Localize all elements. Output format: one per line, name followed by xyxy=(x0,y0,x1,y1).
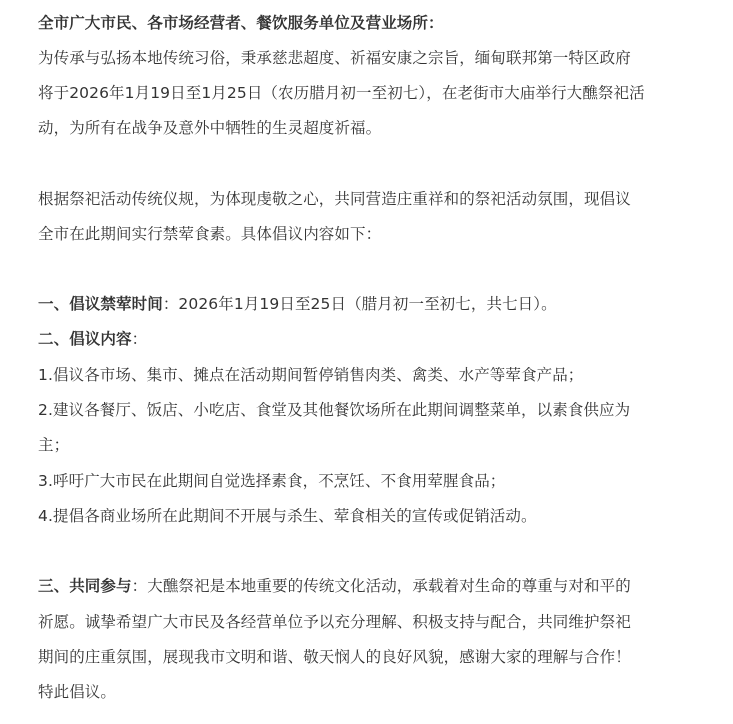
section1-line xyxy=(38,293,557,315)
para2-line-2: 全市在此期间实行禁荤食素。具体倡议内容如下： xyxy=(38,225,382,243)
content-item-1: 1.倡议各市场、集市、摊点在活动期间暂停销售肉类、禽类、水产等荤食产品； xyxy=(38,366,584,384)
section1-text: ：2026年1月19日至25日（腊月初一至初七，共七日）。 xyxy=(162,295,557,313)
section2-heading xyxy=(38,328,147,350)
content-item-2b: 主； xyxy=(38,436,70,454)
section2-label: 二、倡议内容 xyxy=(38,330,132,348)
content-item-3: 3.呼吁广大市民在此期间自觉选择素食，不烹饪、不食用荤腥食品； xyxy=(38,472,506,490)
section1-label: 一、倡议禁荤时间 xyxy=(38,295,163,313)
section2-colon: ： xyxy=(131,330,148,348)
section3-label: 三、共同参与 xyxy=(38,577,132,595)
closing-line: 特此倡议。 xyxy=(38,683,117,701)
section3-line-3: 期间的庄重氛围，展现我市文明和谐、敬天悯人的良好风貌，感谢大家的理解与合作！ xyxy=(38,648,631,666)
content-item-4: 4.提倡各商业场所在此期间不开展与杀生、荤食相关的宣传或促销活动。 xyxy=(38,507,537,525)
intro-line-2: 将于2026年1月19日至1月25日（农历腊月初一至初七），在老街市大庙举行大醮祭祀活 xyxy=(38,84,645,102)
intro-line-1: 为传承与弘扬本地传统习俗，秉承慈悲超度、祈福安康之宗旨，缅甸联邦第一特区政府 xyxy=(38,49,631,67)
section3-line-2: 祈愿。诚挚希望广大市民及各经营单位予以充分理解、积极支持与配合，共同维护祭祀 xyxy=(38,613,631,631)
intro-line-3: 动，为所有在战争及意外中牺牲的生灵超度祈福。 xyxy=(38,119,382,137)
section3-text-1: ：大醮祭祀是本地重要的传统文化活动，承载着对生命的尊重与对和平的 xyxy=(131,577,631,595)
notice-heading: 全市广大市民、各市场经营者、餐饮服务单位及营业场所： xyxy=(38,14,444,32)
content-item-2a: 2.建议各餐厅、饭店、小吃店、食堂及其他餐饮场所在此期间调整菜单，以素食供应为 xyxy=(38,401,631,419)
section3-line-1 xyxy=(38,575,631,597)
para2-line-1: 根据祭祀活动传统仪规，为体现虔敬之心，共同营造庄重祥和的祭祀活动氛围，现倡议 xyxy=(38,190,631,208)
